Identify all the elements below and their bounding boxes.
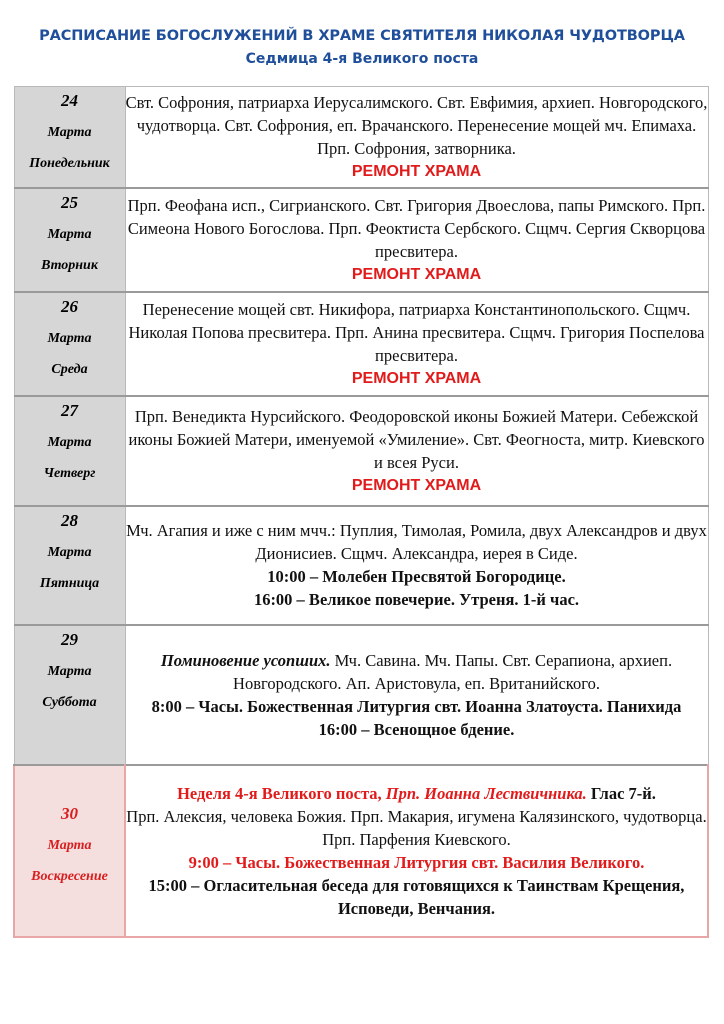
table-row [14,292,708,396]
commemoration-lead: Поминовение усопших. [160,650,331,670]
day-number: 25 [61,192,78,212]
page-subtitle: Седмица 4-я Великого поста [245,51,479,67]
date-cell [14,188,125,292]
saints-text: Перенесение мощей свт. Никифора, патриарха Константинопольского. Сщмч. Николая Попова пресвитера. Прп. Анина пресвитера. Сщмч. Григория Поспелова пресвитера. [128,299,705,365]
schedule-table [13,86,709,938]
day-number: 28 [61,510,78,530]
page-title: РАСПИСАНИЕ БОГОСЛУЖЕНИЙ В ХРАМЕ СВЯТИТЕЛЯ НИКОЛАЯ ЧУДОТВОРЦА [39,28,685,44]
date-cell [14,765,125,937]
saints-text: Прп. Алексия, человека Божия. Прп. Макария, игумена Калязинского, чудотворца. Прп. Парфения Киевского. [126,806,707,849]
date-cell [14,506,125,625]
month-label: Марта [47,837,92,853]
day-number: 29 [61,629,78,649]
day-number: 30 [61,803,78,823]
date-cell [14,396,125,506]
day-number: 27 [61,400,78,420]
description-cell [125,625,708,765]
feast-saint: Прп. Иоанна Лествичника. [385,783,587,803]
table-row [14,87,708,188]
saints-text: Мч. Савина. Мч. Папы. Свт. Серапиона, архиеп. Новгородского. Ап. Аристовула, еп. Вританийского. [233,650,673,693]
feast-line [126,782,707,805]
description-cell [125,188,708,292]
page-header [0,26,724,69]
service-time: 9:00 – Часы. Божественная Литургия свт. Василия Великого. [188,852,645,872]
saints-text: Прп. Феофана исп., Сигрианского. Свт. Григория Двоеслова, папы Римского. Прп. Симеона Нового Богослова. Прп. Феоктиста Сербского. Сщмч. Сергия Скворцова пресвитера. [127,195,706,261]
repair-notice: РЕМОНТ ХРАМА [351,162,482,180]
date-cell [14,625,125,765]
month-label: Марта [47,434,92,450]
month-label: Марта [47,544,92,560]
table-row [14,625,708,765]
saints-block [126,649,708,695]
saints-text: Свт. Софрония, патриарха Иерусалимского. Свт. Евфимия, архиеп. Новгородского, чудотворца. Свт. Софрония, еп. Врачанского. Перенесение мощей мч. Епимаха. Прп. Софрония, затворника. [125,92,708,158]
saints-text: Мч. Агапия и иже с ним мчч.: Пуплия, Тимолая, Ромила, двух Александров и двух Дионисиев. Сщмч. Александра, иерея в Сиде. [126,521,707,563]
description-cell [125,506,708,625]
weekday-label: Вторник [41,257,98,273]
service-time: 10:00 – Молебен Пресвятой Богородице. [267,567,566,586]
service-time: 15:00 – Огласительная беседа для готовящихся к Таинствам Крещения, Исповеди, Венчания. [148,875,685,918]
weekday-label: Четверг [43,465,96,481]
repair-notice: РЕМОНТ ХРАМА [351,369,482,387]
service-time: 16:00 – Великое повечерие. Утреня. 1-й час. [253,590,580,609]
repair-notice: РЕМОНТ ХРАМА [351,476,482,494]
table-row [14,506,708,625]
table-row [14,396,708,506]
month-label: Марта [47,125,92,140]
date-cell [14,292,125,396]
weekday-label: Среда [51,361,88,377]
feast-tone: Глас 7-й. [586,783,656,803]
saints-text: Прп. Венедикта Нурсийского. Феодоровской иконы Божией Матери. Себежской иконы Божией Матери, именуемой «Умиление». Свт. Феогноста, митр. Киевского и всея Руси. [128,406,705,472]
month-label: Марта [47,330,92,346]
description-cell [125,292,708,396]
weekday-label: Понедельник [29,156,110,171]
table-row [14,188,708,292]
table-row [14,765,708,937]
day-number: 24 [61,91,78,110]
date-cell [14,87,125,188]
description-cell [125,87,708,188]
weekday-label: Суббота [42,694,97,710]
service-time: 8:00 – Часы. Божественная Литургия свт. Иоанна Златоуста. Панихида [151,696,682,716]
feast-title: Неделя 4-я Великого поста, [177,783,386,803]
weekday-label: Воскресение [31,868,108,884]
month-label: Марта [47,226,92,242]
service-time: 16:00 – Всенощное бдение. [318,719,515,739]
day-number: 26 [61,296,78,316]
weekday-label: Пятница [39,575,100,591]
description-cell [125,396,708,506]
description-cell [125,765,708,937]
repair-notice: РЕМОНТ ХРАМА [351,265,482,283]
month-label: Марта [47,663,92,679]
